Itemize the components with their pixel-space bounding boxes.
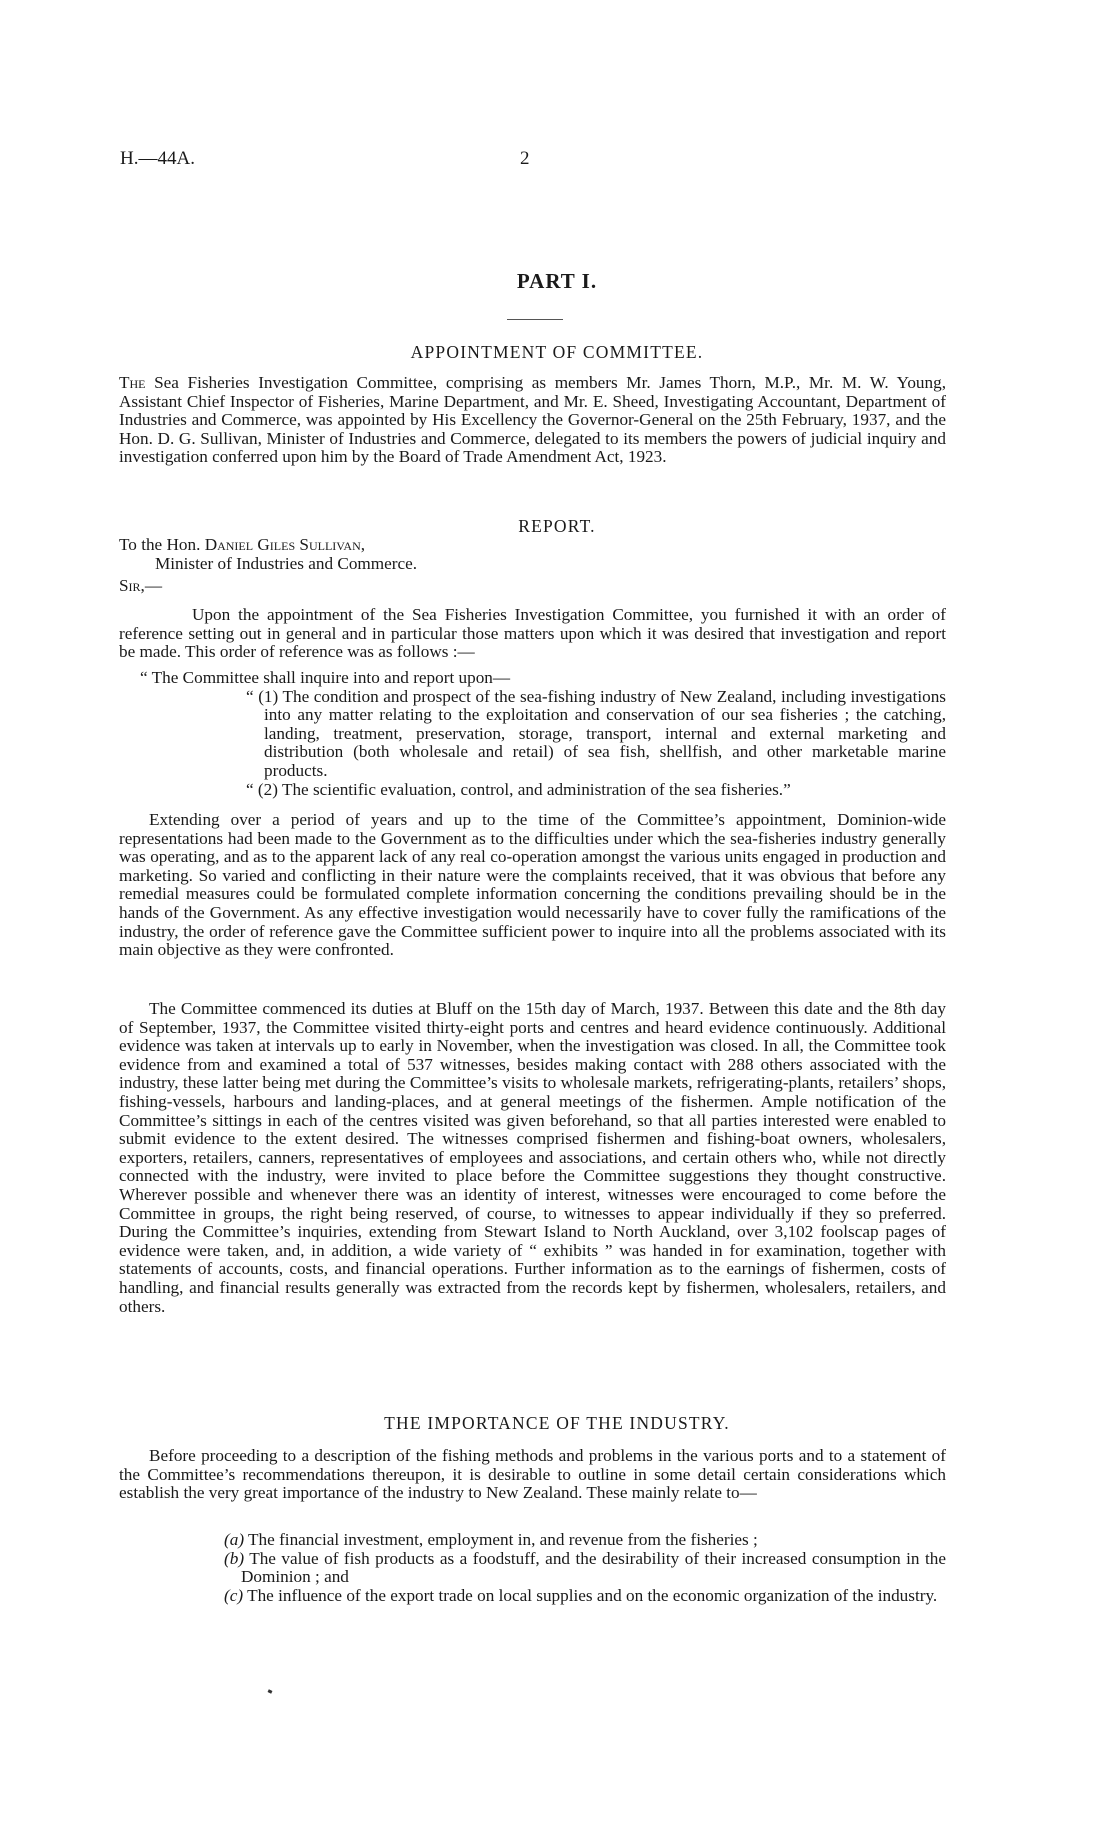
appointment-lead-word: The xyxy=(119,373,146,392)
report-paragraph-2 xyxy=(119,811,946,960)
list-item-label: (c) xyxy=(224,1585,244,1605)
addressee-prefix: To the Hon. xyxy=(119,535,205,554)
addressee-block xyxy=(119,536,946,596)
list-item-text: The influence of the export trade on local supplies and on the economic organization of the industry. xyxy=(247,1585,938,1605)
order-of-reference xyxy=(119,669,946,799)
report-paragraph-3-text: The Committee commenced its duties at Bluff on the 15th day of March, 1937. Between this date and the 8th day of September, 1937, the Committee visited thirty-eight ports and centres and heard evidence continuously. Additional evidence was taken at intervals up to early in November, when the investigation was closed. In all, the Committee took evidence from and examined a total of 537 witnesses, besides making contact with 288 others associated with the industry, these latter being met during the Committee’s visits to wholesale markets, refrigerating-plants, retailers’ shops, fishing-vessels, harbours and landing-places, and at general meetings of the fishermen. Ample notification of the Committee’s sittings in each of the centres visited was given beforehand, so that all parties interested were enabled to submit evidence to the extent desired. The witnesses comprised fishermen and fishing-boat owners, wholesalers, exporters, retailers, canners, representatives of employees and associations, and certain others who, while not directly connected with the industry, were invited to place before the Committee suggestions they thought constructive. Wherever possible and whenever there was an identity of interest, witnesses were encouraged to come before the Committee in groups, the right being reserved, of course, to witnesses to appear individually if they so preferred. During the Committee’s inquiries, extending from Stewart Island to North Auckland, over 3,102 foolscap pages of evidence were taken, and, in addition, a wide variety of “ exhibits ” was handed in for examination, together with statements of accounts, costs, and financial operations. Further information as to the earnings of fishermen, costs of handling, and financial results generally was extracted from the records kept by fishermen, wholesalers, retailers, and others. xyxy=(119,999,946,1316)
appointment-heading: APPOINTMENT OF COMMITTEE. xyxy=(410,342,704,362)
addressee-name: Daniel Giles Sullivan, xyxy=(204,535,366,554)
list-item xyxy=(119,1531,946,1550)
salutation: Sir,— xyxy=(119,576,163,596)
appointment-text: Sea Fisheries Investigation Committee, comprising as members Mr. James Thorn, M.P., Mr. M. W. Young, Assistant Chief Inspector of Fisheries, Marine Department, and Mr. E. Sheed, Investigating Accountant, Department of Industries and Commerce, was appointed by His Excellency the Governor-General on the 25th February, 1937, and the Hon. D. G. Sullivan, Minister of Industries and Commerce, delegated to its members the powers of judicial inquiry and investigation conferred upon him by the Board of Trade Amendment Act, 1923. xyxy=(119,373,946,467)
scan-speck xyxy=(268,1689,273,1693)
title-divider xyxy=(507,319,563,320)
importance-paragraph xyxy=(119,1447,946,1503)
report-paragraph-3 xyxy=(119,1000,946,1316)
appointment-paragraph xyxy=(119,374,946,467)
report-paragraph-1-text: Upon the appointment of the Sea Fisheries Investigation Committee, you furnished it with an order of reference setting out in general and in particular those matters upon which it was desired that investigation and report be made. This order of reference was as follows :— xyxy=(119,605,946,662)
report-paragraph-2-text: Extending over a period of years and up to the time of the Committee’s appointment, Dominion-wide representations had been made to the Government as to the difficulties under which the sea-fisheries industry generally was operating, and as to the apparent lack of any real co-operation amongst the various units engaged in production and marketing. So varied and conflicting in their nature were the complaints received, that it was obvious that before any remedial measures could be formulated complete information concerning the conditions prevailing should be in the hands of the Government. As any effective investigation would necessarily have to cover fully the ramifications of the industry, the order of reference gave the Committee sufficient power to inquire into all the problems associated with its main objective as they were confronted. xyxy=(119,810,946,960)
page-header xyxy=(120,150,960,180)
importance-paragraph-text: Before proceeding to a description of the fishing methods and problems in the various ports and to a statement of the Committee’s recommendations thereupon, it is desirable to outline in some detail certain considerations which establish the very great importance of the industry to New Zealand. These mainly relate to— xyxy=(119,1446,946,1503)
addressee-title: Minister of Industries and Commerce. xyxy=(155,553,418,573)
list-item-text: The financial investment, employment in, and revenue from the fisheries ; xyxy=(248,1530,758,1549)
report-heading: REPORT. xyxy=(518,516,596,536)
document-code: H.—44A. xyxy=(120,148,195,169)
importance-list xyxy=(119,1531,946,1605)
part-title: PART I. xyxy=(516,269,598,293)
list-item-label: (b) xyxy=(224,1548,245,1568)
list-item-text: The value of fish products as a foodstuff, and the desirability of their increased consumption in the Dominion ; and xyxy=(241,1548,946,1587)
quote-intro: “ The Committee shall inquire into and report upon— xyxy=(140,668,511,687)
quote-item-2: “ (2) The scientific evaluation, control, and administration of the sea fisheries.” xyxy=(246,779,791,799)
list-item xyxy=(119,1587,946,1606)
list-item xyxy=(119,1550,946,1587)
report-paragraph-1 xyxy=(119,606,946,662)
list-item-label: (a) xyxy=(224,1530,245,1549)
importance-heading: THE IMPORTANCE OF THE INDUSTRY. xyxy=(384,1413,730,1433)
page-number: 2 xyxy=(520,148,530,169)
quote-item-1: “ (1) The condition and prospect of the sea-fishing industry of New Zealand, including investigations into any matter relating to the exploitation and conservation of our sea fisheries ; the catching, landing, treatment, preservation, storage, transport, internal and external marketing and distribution (both wholesale and retail) of sea fish, shellfish, and other marketable marine products. xyxy=(246,686,946,780)
